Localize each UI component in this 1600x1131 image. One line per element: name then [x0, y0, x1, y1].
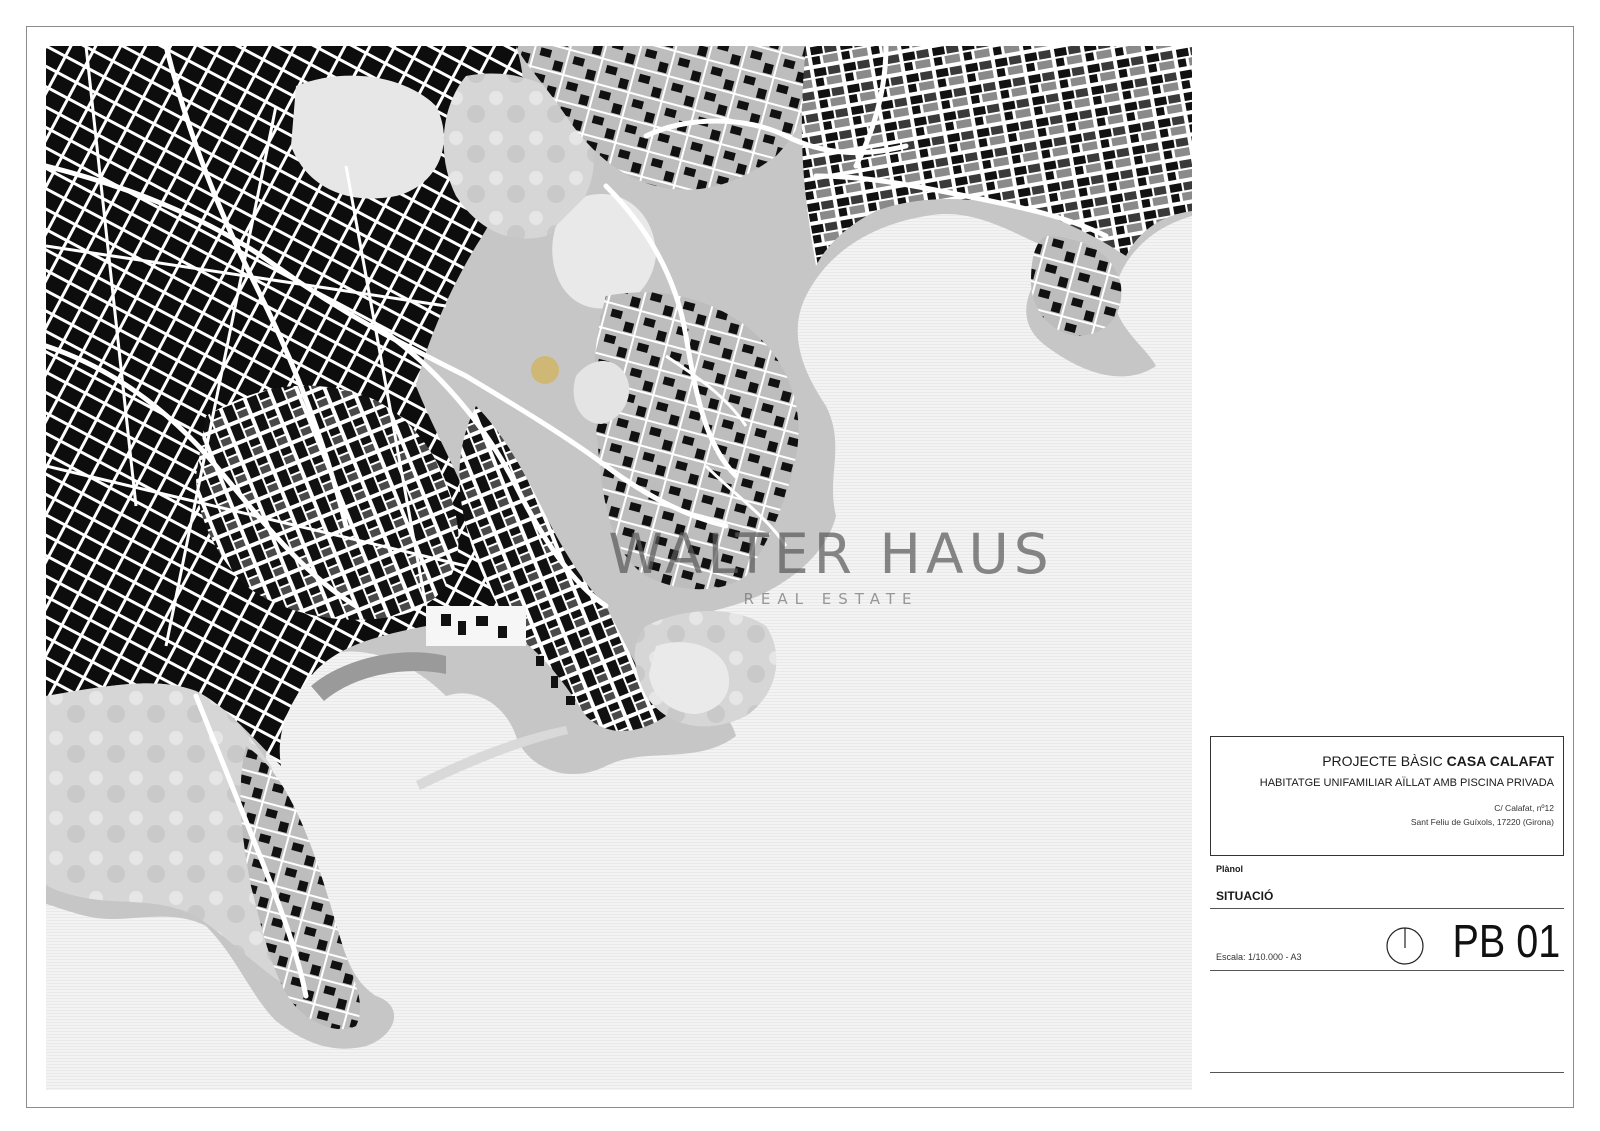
- title-block-divider: [1210, 970, 1564, 971]
- project-name: CASA CALAFAT: [1446, 753, 1554, 769]
- project-subtitle: HABITATGE UNIFAMILIAR AÏLLAT AMB PISCINA PRIVADA: [1259, 777, 1554, 789]
- title-block: [1210, 736, 1566, 1076]
- scale-label: Escala: 1/10.000 - A3: [1216, 952, 1302, 962]
- address-line-1: C/ Calafat, nº12: [1494, 803, 1554, 813]
- title-block-divider: [1210, 908, 1564, 909]
- address-line-2: Sant Feliu de Guíxols, 17220 (Girona): [1410, 817, 1554, 827]
- plan-label: Plànol: [1216, 864, 1244, 874]
- plan-name: SITUACIÓ: [1216, 889, 1274, 903]
- watermark-tagline: REAL ESTATE: [743, 590, 919, 608]
- watermark-brand: WALTER HAUS: [608, 522, 1054, 586]
- site-marker[interactable]: [531, 356, 559, 384]
- title-block-bottom-rule: [1210, 1072, 1564, 1073]
- project-box: [1210, 736, 1564, 856]
- sheet-number: PB 01: [1452, 915, 1560, 967]
- project-prefix: PROJECTE BÀSIC: [1322, 753, 1443, 769]
- situation-map[interactable]: [46, 46, 1192, 1090]
- project-title: [1322, 753, 1554, 769]
- north-arrow-icon: [1385, 926, 1425, 966]
- map-icon: [46, 46, 1192, 1090]
